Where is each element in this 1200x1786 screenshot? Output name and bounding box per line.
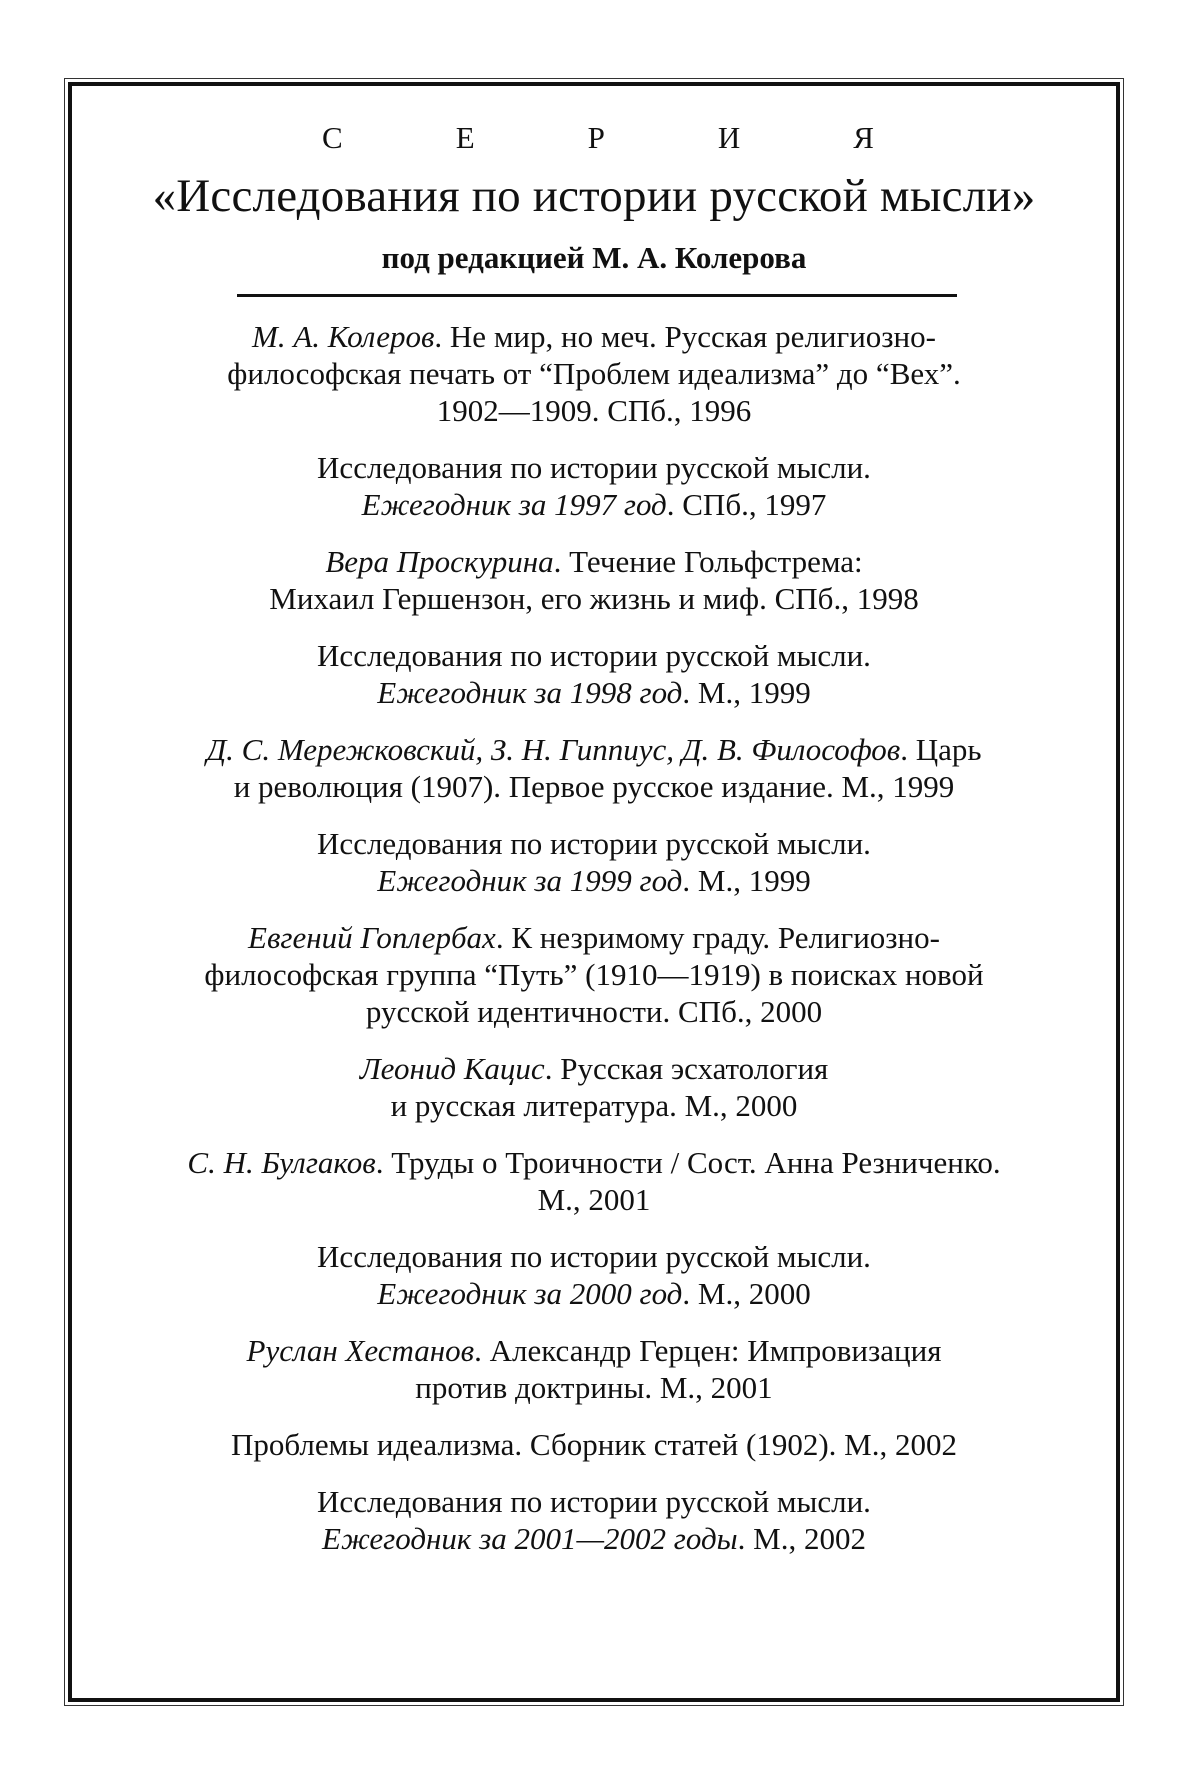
book-entry-line bbox=[92, 768, 1096, 805]
book-entry bbox=[92, 1144, 1096, 1218]
book-entry-text: Михаил Гершензон, его жизнь и миф. СПб., 1998 bbox=[269, 581, 919, 616]
book-entry-line bbox=[92, 919, 1096, 956]
book-entry-line bbox=[92, 449, 1096, 486]
book-entry-author-or-title: Ежегодник за 1998 год bbox=[377, 675, 683, 710]
book-entry-line bbox=[92, 1181, 1096, 1218]
book-entry-text: М., 2001 bbox=[537, 1182, 651, 1217]
book-entry bbox=[92, 543, 1096, 617]
book-entry-text: философская печать от “Проблем идеализма” до “Вех”. bbox=[227, 356, 961, 391]
book-entry-line bbox=[92, 862, 1096, 899]
book-entry-line bbox=[92, 1050, 1096, 1087]
series-label bbox=[322, 120, 874, 156]
book-entry-text: Исследования по истории русской мысли. bbox=[317, 638, 871, 673]
series-editor: под редакцией М. А. Колерова bbox=[381, 240, 807, 275]
book-entry bbox=[92, 919, 1096, 1030]
book-entry-line bbox=[92, 355, 1096, 392]
book-entry-text: Исследования по истории русской мысли. bbox=[317, 450, 871, 485]
book-entry-line bbox=[92, 1238, 1096, 1275]
book-entry bbox=[92, 449, 1096, 523]
book-entry bbox=[92, 318, 1096, 429]
book-entry-line bbox=[92, 637, 1096, 674]
book-entry-line bbox=[92, 1332, 1096, 1369]
book-entry-text: . К незримому граду. Религиозно- bbox=[495, 920, 940, 955]
book-entry-line bbox=[92, 1483, 1096, 1520]
book-entry-author-or-title: Ежегодник за 1997 год bbox=[361, 487, 667, 522]
book-list bbox=[92, 318, 1096, 1577]
book-entry-line bbox=[92, 392, 1096, 429]
book-entry-text: Исследования по истории русской мысли. bbox=[317, 826, 871, 861]
book-entry bbox=[92, 1332, 1096, 1406]
book-entry-text: . Течение Гольфстрема: bbox=[553, 544, 863, 579]
book-entry bbox=[92, 1050, 1096, 1124]
book-entry-text: и русская литература. М., 2000 bbox=[390, 1088, 798, 1123]
book-entry-line bbox=[92, 1087, 1096, 1124]
book-entry-text: . Русская эсхатология bbox=[544, 1051, 829, 1086]
book-entry-line bbox=[92, 731, 1096, 768]
book-entry-text: . СПб., 1997 bbox=[666, 487, 827, 522]
book-entry-text: . Не мир, но меч. Русская религиозно- bbox=[434, 319, 936, 354]
book-entry-line bbox=[92, 1275, 1096, 1312]
book-entry bbox=[92, 1238, 1096, 1312]
book-entry-text: . М., 1999 bbox=[682, 863, 811, 898]
book-entry bbox=[92, 1483, 1096, 1557]
title-divider bbox=[237, 294, 957, 297]
book-entry-text: . М., 2002 bbox=[737, 1521, 866, 1556]
series-letter: И bbox=[717, 120, 741, 155]
book-entry-author-or-title: Ежегодник за 1999 год bbox=[377, 863, 683, 898]
book-entry-text: философская группа “Путь” (1910—1919) в поисках новой bbox=[204, 957, 984, 992]
book-entry bbox=[92, 825, 1096, 899]
book-entry-text: и революция (1907). Первое русское издание. М., 1999 bbox=[233, 769, 955, 804]
book-entry-text: . М., 1999 bbox=[682, 675, 811, 710]
book-entry-text: русской идентичности. СПб., 2000 bbox=[365, 994, 823, 1029]
book-entry-line bbox=[92, 1369, 1096, 1406]
book-entry-line bbox=[92, 825, 1096, 862]
series-letter: Е bbox=[455, 120, 475, 155]
book-entry-text: . Царь bbox=[900, 732, 982, 767]
book-entry-line bbox=[92, 1144, 1096, 1181]
book-entry bbox=[92, 1426, 1096, 1463]
page-frame bbox=[68, 82, 1120, 1702]
book-entry-author-or-title: Вера Проскурина bbox=[325, 544, 554, 579]
book-entry-author-or-title: Ежегодник за 2001—2002 годы bbox=[322, 1521, 738, 1556]
book-entry-text: 1902—1909. СПб., 1996 bbox=[436, 393, 752, 428]
series-letter: Р bbox=[587, 120, 605, 155]
book-entry-text: Проблемы идеализма. Сборник статей (1902). М., 2002 bbox=[231, 1427, 957, 1462]
book-entry-text: . Александр Герцен: Импровизация bbox=[474, 1333, 942, 1368]
book-entry bbox=[92, 637, 1096, 711]
book-entry-line bbox=[92, 580, 1096, 617]
book-entry-line bbox=[92, 543, 1096, 580]
book-entry-author-or-title: Ежегодник за 2000 год bbox=[377, 1276, 683, 1311]
book-entry-author-or-title: Леонид Кацис bbox=[359, 1051, 545, 1086]
book-entry-text: Исследования по истории русской мысли. bbox=[317, 1239, 871, 1274]
book-entry-text: Исследования по истории русской мысли. bbox=[317, 1484, 871, 1519]
book-entry-line bbox=[92, 956, 1096, 993]
book-entry-author-or-title: Евгений Гоплербах bbox=[248, 920, 496, 955]
book-entry-line bbox=[92, 1426, 1096, 1463]
book-entry-line bbox=[92, 993, 1096, 1030]
book-entry-author-or-title: Д. С. Мережковский, З. Н. Гиппиус, Д. В. Философов bbox=[206, 732, 901, 767]
book-entry-author-or-title: С. Н. Булгаков bbox=[187, 1145, 376, 1180]
series-title: «Исследования по истории русской мысли» bbox=[152, 170, 1036, 222]
book-entry-line bbox=[92, 318, 1096, 355]
book-entry-author-or-title: Руслан Хестанов bbox=[246, 1333, 475, 1368]
book-entry-text: . М., 2000 bbox=[682, 1276, 811, 1311]
book-entry-text: против доктрины. М., 2001 bbox=[415, 1370, 773, 1405]
book-entry-author-or-title: М. А. Колеров bbox=[252, 319, 435, 354]
series-letter: Я bbox=[853, 120, 874, 155]
book-entry-line bbox=[92, 674, 1096, 711]
book-entry-line bbox=[92, 486, 1096, 523]
book-entry-text: . Труды о Троичности / Сост. Анна Резниченко. bbox=[375, 1145, 1001, 1180]
book-entry-line bbox=[92, 1520, 1096, 1557]
series-letter: С bbox=[322, 120, 343, 155]
book-entry bbox=[92, 731, 1096, 805]
